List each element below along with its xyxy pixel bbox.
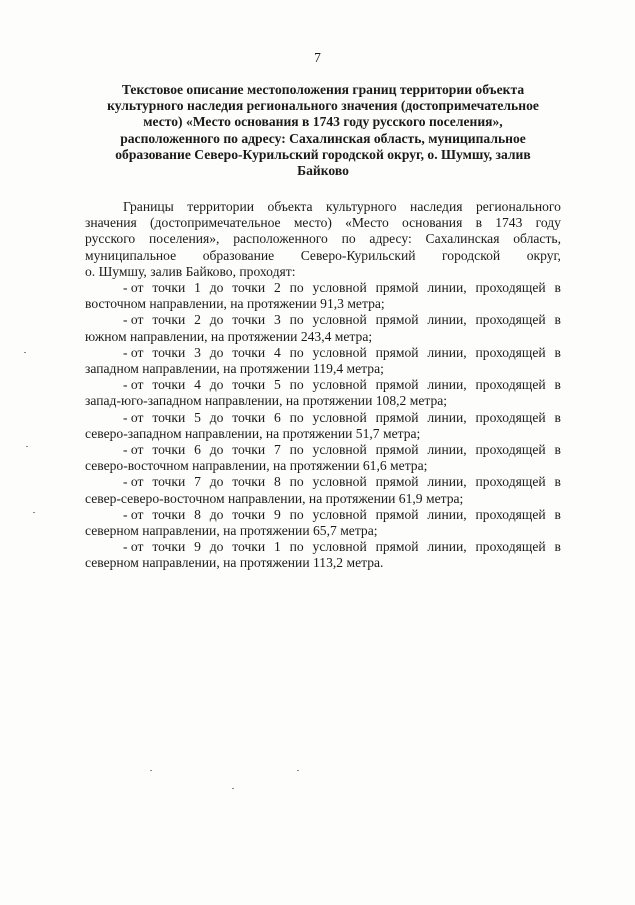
word: 5 bbox=[274, 377, 281, 393]
word: по bbox=[289, 474, 304, 490]
segment-line bbox=[85, 410, 561, 426]
word: по bbox=[289, 409, 304, 425]
word: точки bbox=[152, 539, 186, 555]
word: по bbox=[289, 312, 304, 328]
word: линии, bbox=[427, 539, 467, 555]
segment-line: северном направлении, на протяжении 65,7 метра; bbox=[85, 523, 378, 539]
word: 2 bbox=[274, 280, 281, 296]
word: образование bbox=[202, 247, 275, 263]
word: объекта bbox=[267, 199, 313, 214]
word: 9 bbox=[274, 506, 281, 522]
word: - от bbox=[123, 312, 144, 328]
boundary-segments-list bbox=[85, 280, 561, 572]
word: условной bbox=[312, 409, 367, 425]
scan-speck bbox=[232, 788, 234, 789]
word: до bbox=[209, 474, 224, 490]
intro-line bbox=[85, 231, 561, 247]
scan-speck bbox=[24, 352, 26, 353]
title-line: культурного наследия регионального значения (достопримечательное bbox=[107, 98, 539, 114]
word: 7 bbox=[274, 442, 281, 458]
word: условной bbox=[312, 344, 367, 360]
word: 4 bbox=[274, 344, 281, 360]
word: условной bbox=[312, 312, 367, 328]
word: линии, bbox=[427, 442, 467, 458]
title-line: расположенного по адресу: Сахалинская область, муниципальное bbox=[120, 130, 526, 146]
word: - от bbox=[123, 506, 144, 522]
word: муниципальное bbox=[85, 247, 177, 263]
word: точки bbox=[152, 312, 186, 328]
word: точки bbox=[152, 344, 186, 360]
word: точки bbox=[152, 280, 186, 296]
word: 1743 bbox=[495, 215, 523, 231]
word: линии, bbox=[427, 506, 467, 522]
word: прямой bbox=[375, 377, 419, 393]
word: прямой bbox=[375, 409, 419, 425]
word: - от bbox=[123, 474, 144, 490]
word: линии, bbox=[427, 474, 467, 490]
segment-line: север-северо-восточном направлении, на протяжении 61,9 метра; bbox=[85, 490, 464, 506]
word: - от bbox=[123, 442, 144, 458]
word: - от bbox=[123, 409, 144, 425]
word: линии, bbox=[427, 280, 467, 296]
word: 1 bbox=[194, 280, 201, 296]
intro-line bbox=[85, 215, 561, 231]
word: поселения», bbox=[148, 231, 220, 247]
word: в bbox=[554, 506, 561, 522]
word: точки bbox=[152, 474, 186, 490]
word: - от bbox=[123, 280, 144, 296]
word: по bbox=[341, 231, 356, 247]
document-body bbox=[85, 199, 561, 572]
word: до bbox=[209, 506, 224, 522]
word: прямой bbox=[375, 539, 419, 555]
word: по bbox=[289, 377, 304, 393]
word: область, bbox=[513, 231, 561, 247]
intro-line: о. Шумшу, залив Байково, проходят: bbox=[85, 263, 296, 279]
word: до bbox=[209, 377, 224, 393]
segment-line bbox=[85, 474, 561, 490]
word: точки bbox=[232, 409, 266, 425]
word: условной bbox=[312, 506, 367, 522]
segment-line: западном направлении, на протяжении 119,4 метра; bbox=[85, 361, 384, 377]
word: прямой bbox=[375, 280, 419, 296]
word: в bbox=[554, 312, 561, 328]
word: Границы bbox=[123, 199, 174, 214]
word: точки bbox=[232, 344, 266, 360]
word: проходящей bbox=[475, 442, 546, 458]
word: 8 bbox=[274, 474, 281, 490]
word: в bbox=[554, 377, 561, 393]
word: 2 bbox=[194, 312, 201, 328]
word: до bbox=[209, 344, 224, 360]
word: в bbox=[554, 409, 561, 425]
word: 5 bbox=[194, 409, 201, 425]
title-line: Байково bbox=[297, 163, 349, 179]
word: условной bbox=[312, 377, 367, 393]
word: точки bbox=[232, 312, 266, 328]
word: по bbox=[289, 442, 304, 458]
scan-speck bbox=[150, 770, 152, 771]
word: проходящей bbox=[475, 312, 546, 328]
segment-line bbox=[85, 345, 561, 361]
word: - от bbox=[123, 539, 144, 555]
word: линии, bbox=[427, 377, 467, 393]
word: точки bbox=[152, 409, 186, 425]
segment-line: южном направлении, на протяжении 243,4 метра; bbox=[85, 328, 373, 344]
word: условной bbox=[312, 539, 367, 555]
word: до bbox=[209, 539, 224, 555]
word: 4 bbox=[194, 377, 201, 393]
word: адресу: bbox=[369, 231, 412, 247]
word: точки bbox=[232, 377, 266, 393]
scan-speck bbox=[26, 446, 28, 447]
word: регионального bbox=[475, 199, 561, 214]
word: прямой bbox=[375, 312, 419, 328]
word: 8 bbox=[194, 506, 201, 522]
word: прямой bbox=[375, 344, 419, 360]
scan-speck bbox=[33, 512, 35, 513]
word: проходящей bbox=[475, 344, 546, 360]
word: 6 bbox=[194, 442, 201, 458]
title-line: Текстовое описание местоположения границ территории объекта bbox=[121, 82, 525, 97]
segment-line: запад-юго-западном направлении, на протяжении 108,2 метра; bbox=[85, 393, 448, 409]
scan-speck bbox=[297, 770, 299, 771]
intro-line bbox=[85, 248, 561, 264]
word: точки bbox=[232, 280, 266, 296]
word: (достопримечательное bbox=[150, 215, 281, 231]
word: условной bbox=[312, 280, 367, 296]
segment-line: северо-восточном направлении, на протяжении 61,6 метра; bbox=[85, 458, 428, 474]
word: 9 bbox=[194, 539, 201, 555]
word: точки bbox=[152, 506, 186, 522]
word: проходящей bbox=[475, 539, 546, 555]
word: до bbox=[209, 312, 224, 328]
word: 3 bbox=[274, 312, 281, 328]
word: расположенного bbox=[233, 231, 328, 247]
word: в bbox=[554, 280, 561, 296]
word: округ, bbox=[526, 247, 561, 263]
word: Северо-Курильский bbox=[300, 247, 416, 263]
word: линии, bbox=[427, 312, 467, 328]
word: 7 bbox=[194, 474, 201, 490]
word: прямой bbox=[375, 442, 419, 458]
intro-line bbox=[85, 199, 561, 215]
word: точки bbox=[232, 442, 266, 458]
segment-line bbox=[85, 442, 561, 458]
word: линии, bbox=[427, 344, 467, 360]
title-line: образование Северо-Курильский городской округ, о. Шумшу, залив bbox=[115, 146, 531, 162]
word: 1 bbox=[274, 539, 281, 555]
segment-line bbox=[85, 539, 561, 555]
word: проходящей bbox=[475, 506, 546, 522]
word: наследия bbox=[410, 199, 463, 214]
word: условной bbox=[312, 442, 367, 458]
word: проходящей bbox=[475, 409, 546, 425]
word: прямой bbox=[375, 474, 419, 490]
word: точки bbox=[232, 539, 266, 555]
word: по bbox=[289, 280, 304, 296]
word: культурного bbox=[326, 199, 397, 214]
word: проходящей bbox=[475, 474, 546, 490]
word: - от bbox=[123, 344, 144, 360]
word: 3 bbox=[194, 344, 201, 360]
title-line: место) «Место основания в 1743 году русского поселения», bbox=[143, 114, 503, 130]
segment-line: северо-западном направлении, на протяжении 51,7 метра; bbox=[85, 425, 421, 441]
document-title bbox=[90, 82, 556, 179]
word: до bbox=[209, 442, 224, 458]
word: по bbox=[289, 506, 304, 522]
word: точки bbox=[152, 377, 186, 393]
word: в bbox=[554, 344, 561, 360]
word: в bbox=[475, 215, 482, 231]
word: по bbox=[289, 539, 304, 555]
word: Сахалинская bbox=[425, 231, 500, 247]
word: территории bbox=[187, 199, 255, 214]
word: прямой bbox=[375, 506, 419, 522]
word: место) bbox=[293, 215, 332, 231]
word: до bbox=[209, 409, 224, 425]
segment-line: восточном направлении, на протяжении 91,3 метра; bbox=[85, 296, 385, 312]
segment-line bbox=[85, 377, 561, 393]
word: проходящей bbox=[475, 280, 546, 296]
word: «Место bbox=[345, 215, 389, 231]
word: по bbox=[289, 344, 304, 360]
word: основания bbox=[402, 215, 463, 231]
segment-line bbox=[85, 312, 561, 328]
segment-line bbox=[85, 507, 561, 523]
word: в bbox=[554, 442, 561, 458]
word: году bbox=[535, 215, 561, 231]
word: проходящей bbox=[475, 377, 546, 393]
word: 6 bbox=[274, 409, 281, 425]
segment-line bbox=[85, 280, 561, 296]
word: русского bbox=[85, 231, 136, 247]
word: линии, bbox=[427, 409, 467, 425]
word: в bbox=[554, 539, 561, 555]
page-number: 7 bbox=[314, 50, 321, 65]
word: точки bbox=[232, 474, 266, 490]
word: условной bbox=[312, 474, 367, 490]
word: в bbox=[554, 474, 561, 490]
word: - от bbox=[123, 377, 144, 393]
word: городской bbox=[442, 247, 501, 263]
word: до bbox=[209, 280, 224, 296]
segment-line: северном направлении, на протяжении 113,2 метра. bbox=[85, 555, 384, 571]
word: значения bbox=[85, 215, 137, 231]
word: точки bbox=[232, 506, 266, 522]
word: точки bbox=[152, 442, 186, 458]
